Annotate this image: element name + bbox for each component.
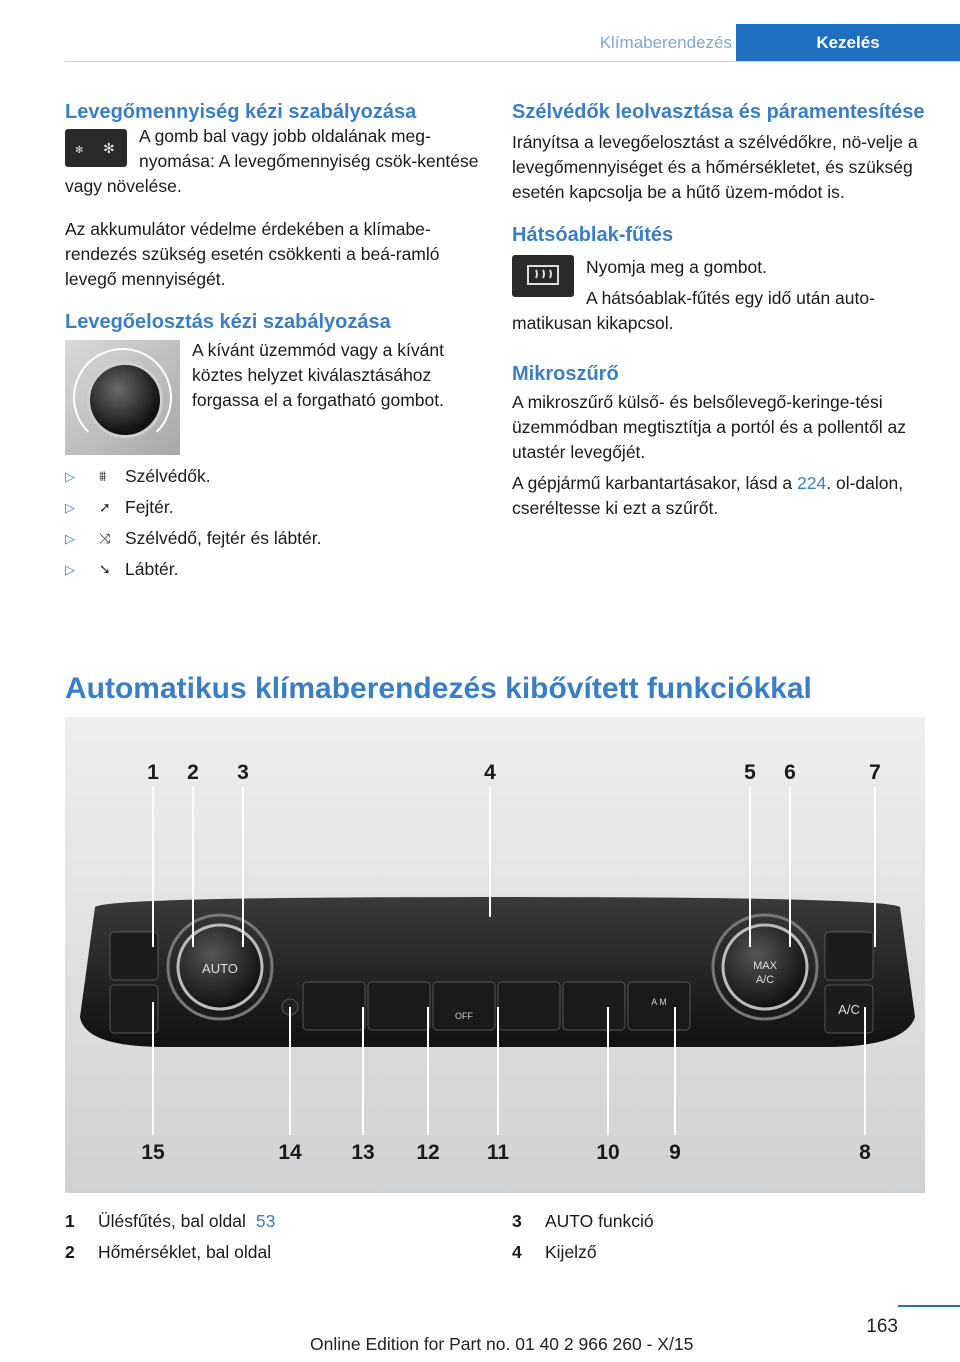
battery-text: Az akkumulátor védelme érdekében a klímabe-rendezés szükség esetén csökkenti a beá-ramló levegő mennyiségét. <box>65 219 440 289</box>
section-title: Klímaberendezés <box>599 33 732 52</box>
legend-item: 4 Kijelző <box>512 1242 597 1262</box>
maintenance-text: A gépjármű karbantartásakor, lásd a 224. ol-dalon, cseréltesse ki ezt a szűrőt. <box>512 473 904 518</box>
heading-microfilter: Mikroszűrő <box>512 363 619 385</box>
climate-panel-figure <box>65 717 925 1193</box>
all-airflow-icon: ⤨ <box>99 530 111 546</box>
callout-10: 10 <box>596 1141 620 1164</box>
callout-1: 1 <box>147 761 159 784</box>
running-header <box>65 24 960 62</box>
callout-8: 8 <box>859 1141 871 1164</box>
distribution-list <box>65 461 483 585</box>
main-section-heading: Automatikus klímaberendezés kibővített funkciókkal <box>65 672 812 705</box>
heading-defrost: Szélvédők leolvasztása és páramentesítése <box>512 101 925 123</box>
callout-9: 9 <box>669 1141 681 1164</box>
am-label: A M <box>651 997 667 1007</box>
page-link[interactable]: 224 <box>797 473 827 493</box>
rear-window-heating-icon <box>512 255 574 297</box>
fan-button-icon <box>65 129 127 167</box>
distribution-knob-image <box>65 340 180 455</box>
callout-12: 12 <box>416 1141 440 1164</box>
callout-3: 3 <box>237 761 249 784</box>
list-item: ▷ ➚ Fejtér. <box>65 497 174 517</box>
callout-13: 13 <box>351 1141 375 1164</box>
heading-airdist-manual: Levegőelosztás kézi szabályozása <box>65 311 391 333</box>
legend-item: 1 Ülésfűtés, bal oldal 53 <box>65 1211 276 1231</box>
callout-7: 7 <box>869 761 881 784</box>
right-column <box>512 100 926 521</box>
ac-label: A/C <box>838 1002 860 1017</box>
svg-text:A/C: A/C <box>755 974 775 986</box>
rear-heating-press: Nyomja meg a gombot. <box>586 257 767 277</box>
callout-15: 15 <box>141 1141 165 1164</box>
list-item: ▷ ➘ Lábtér. <box>65 559 179 579</box>
auto-label: AUTO <box>202 961 238 976</box>
knob-text: A kívánt üzemmód vagy a kívánt köztes helyzet kiválasztásához forgassa el a forgatható gombot. <box>192 340 444 410</box>
head-airflow-icon: ➚ <box>99 499 111 515</box>
svg-text:✻: ✻ <box>103 140 115 156</box>
heading-rear-heating: Hátsóablak-fűtés <box>512 224 674 246</box>
callout-6: 6 <box>784 761 796 784</box>
callout-4: 4 <box>484 761 496 784</box>
online-edition: Online Edition for Part no. 01 40 2 966 260 - X/15 <box>310 1334 694 1354</box>
svg-text:✻: ✻ <box>75 145 84 156</box>
legend-item: 2 Hőmérséklet, bal oldal <box>65 1242 272 1262</box>
rear-heating-text: A hátsóablak-fűtés egy idő után auto-matikusan kikapcsol. <box>512 288 875 333</box>
svg-text:MAX: MAX <box>753 960 777 972</box>
callout-2: 2 <box>187 761 199 784</box>
microfilter-text: A mikroszűrő külső- és belsőlevegő-keringe-tési üzemmódban megtisztítja a portól és a pollentől az utastér levegőjét. <box>512 392 906 462</box>
footer-rule <box>898 1305 960 1307</box>
list-item: ▷ ⤨ Szélvédő, fejtér és lábtér. <box>65 528 322 548</box>
chapter-tab[interactable]: Kezelés <box>736 24 960 62</box>
list-item: ▷ ⩩ Szélvédők. <box>65 466 211 486</box>
legend-item: 3 AUTO funkció <box>512 1211 654 1231</box>
page-number: 163 <box>866 1316 898 1337</box>
heading-airflow-manual: Levegőmennyiség kézi szabályozása <box>65 101 417 123</box>
callout-11: 11 <box>486 1141 510 1164</box>
page-link[interactable]: 53 <box>255 1211 276 1231</box>
legend-left <box>65 1206 275 1268</box>
callout-14: 14 <box>278 1141 302 1164</box>
airflow-text: A gomb bal vagy jobb oldalának meg-nyomása: A levegőmennyiség csök-kentése vagy növelése. <box>65 126 479 196</box>
off-label: OFF <box>455 1011 473 1021</box>
defrost-text: Irányítsa a levegőelosztást a szélvédőkre, nö-velje a levegőmennyiséget és a hőmérsékletet, és szükség esetén kapcsolja be a hűtő üzem-módot is. <box>512 132 918 202</box>
header-rule <box>65 61 960 62</box>
windshield-icon: ⩩ <box>99 468 107 484</box>
foot-airflow-icon: ➘ <box>99 561 111 577</box>
callout-5: 5 <box>744 761 756 784</box>
left-column <box>65 100 483 585</box>
legend-right <box>512 1206 654 1268</box>
